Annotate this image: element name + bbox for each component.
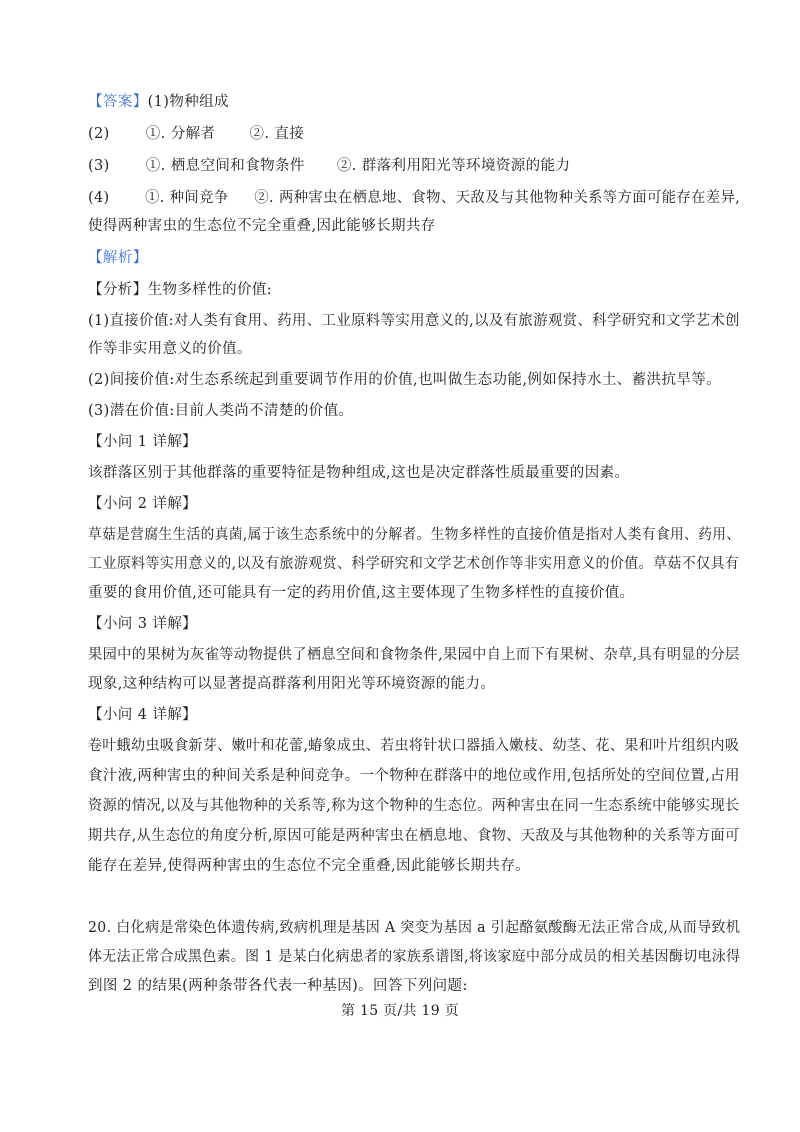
fenxi-head: 【分析】生物多样性的价值: [88, 282, 273, 298]
s3-head: 【小问 3 详解】 [88, 616, 198, 632]
s2-line-3: 重要的食用价值,还可能具有一定的药用价值,这主要体现了生物多样性的直接价值。 [88, 585, 635, 601]
answer-q2-line [88, 124, 304, 144]
fenxi-line-1: (1)直接价值:对人类有食用、药用、工业原料等实用意义的,以及有旅游观赏、科学研究和文学艺术创 [88, 313, 740, 329]
q20-line-3: 到图 2 的结果(两种条带各代表一种基因)。回答下列问题: [88, 978, 468, 994]
s4-line-2: 食汁液,两种害虫的种间关系是种间竞争。一个物种在群落中的地位或作用,包括所处的空间位置,占用 [88, 768, 740, 784]
answer-q3-line [88, 156, 570, 176]
answer-q3-a: ①. 栖息空间和食物条件 [145, 158, 305, 174]
answer-q1-line [88, 92, 229, 112]
s4-line-3: 资源的情况,以及与其他物种的关系等,称为这个物种的生态位。两种害虫在同一生态系统中能够实现长 [88, 798, 740, 814]
fenxi-line-3: (2)间接价值:对生态系统起到重要调节作用的价值,也叫做生态功能,例如保持水土、蓄洪抗旱等。 [88, 372, 722, 388]
answer-q2-b: ②. 直接 [249, 126, 305, 142]
answer-q4-a: ①. 种间竞争 [145, 190, 229, 206]
fenxi-line-4: (3)潜在价值:目前人类尚不清楚的价值。 [88, 403, 354, 419]
answer-q3-num: (3) [88, 158, 110, 174]
fenxi-line-2: 作等非实用意义的价值。 [88, 341, 252, 357]
s4-line-4: 期共存,从生态位的角度分析,原因可能是两种害虫在栖息地、食物、天敌及与其他物种的关系等方面可 [88, 828, 740, 844]
answer-q4-line [88, 188, 740, 208]
q20-line-2: 体无法正常合成黑色素。图 1 是某白化病患者的家族系谱图,将该家庭中部分成员的相关基因酶切电泳得 [88, 949, 741, 965]
s1-head: 【小问 1 详解】 [88, 434, 198, 450]
s1-line-1: 该群落区别于其他群落的重要特征是物种组成,这也是决定群落性质最重要的因素。 [88, 465, 630, 481]
s4-head: 【小问 4 详解】 [88, 707, 198, 723]
answer-q3-b: ②. 群落利用阳光等环境资源的能力 [336, 158, 571, 174]
s4-line-1: 卷叶蛾幼虫吸食新芽、嫩叶和花蕾,蝽象成虫、若虫将针状口器插入嫩枝、幼茎、花、果和叶片组织内吸 [88, 738, 740, 754]
s2-line-2: 工业原料等实用意义的,以及有旅游观赏、科学研究和文学艺术创作等非实用意义的价值。草菇不仅具有 [88, 556, 740, 572]
answer-q2-num: (2) [88, 126, 110, 142]
s3-line-2: 现象,这种结构可以显著提高群落利用阳光等环境资源的能力。 [88, 676, 496, 692]
answer-tag: 【答案】 [88, 94, 148, 110]
s2-line-1: 草菇是营腐生生活的真菌,属于该生态系统中的分解者。生物多样性的直接价值是指对人类有食用、药用、 [88, 527, 741, 543]
answer-q2-a: ①. 分解者 [145, 126, 216, 142]
answer-q4-num: (4) [88, 190, 110, 206]
s3-line-1: 果园中的果树为灰雀等动物提供了栖息空间和食物条件,果园中自上而下有果树、杂草,具有明显的分层 [88, 647, 740, 663]
s2-head: 【小问 2 详解】 [88, 496, 198, 512]
answer-q4-cont: 使得两种害虫的生态位不完全重叠,因此能够长期共存 [88, 218, 436, 234]
answer-q1: (1)物种组成 [147, 94, 229, 110]
s4-line-5: 能存在差异,使得两种害虫的生态位不完全重叠,因此能够长期共存。 [88, 858, 531, 874]
q20-line-1: 20. 白化病是常染色体遗传病,致病机理是基因 A 突变为基因 a 引起酪氨酸酶无法正常合成,从而导致机 [88, 920, 741, 936]
analysis-tag: 【解析】 [88, 250, 148, 266]
page-footer: 第 15 页/共 19 页 [340, 1003, 460, 1019]
answer-q4-b: ②. 两种害虫在栖息地、食物、天敌及与其他物种关系等方面可能存在差异, [254, 190, 741, 206]
